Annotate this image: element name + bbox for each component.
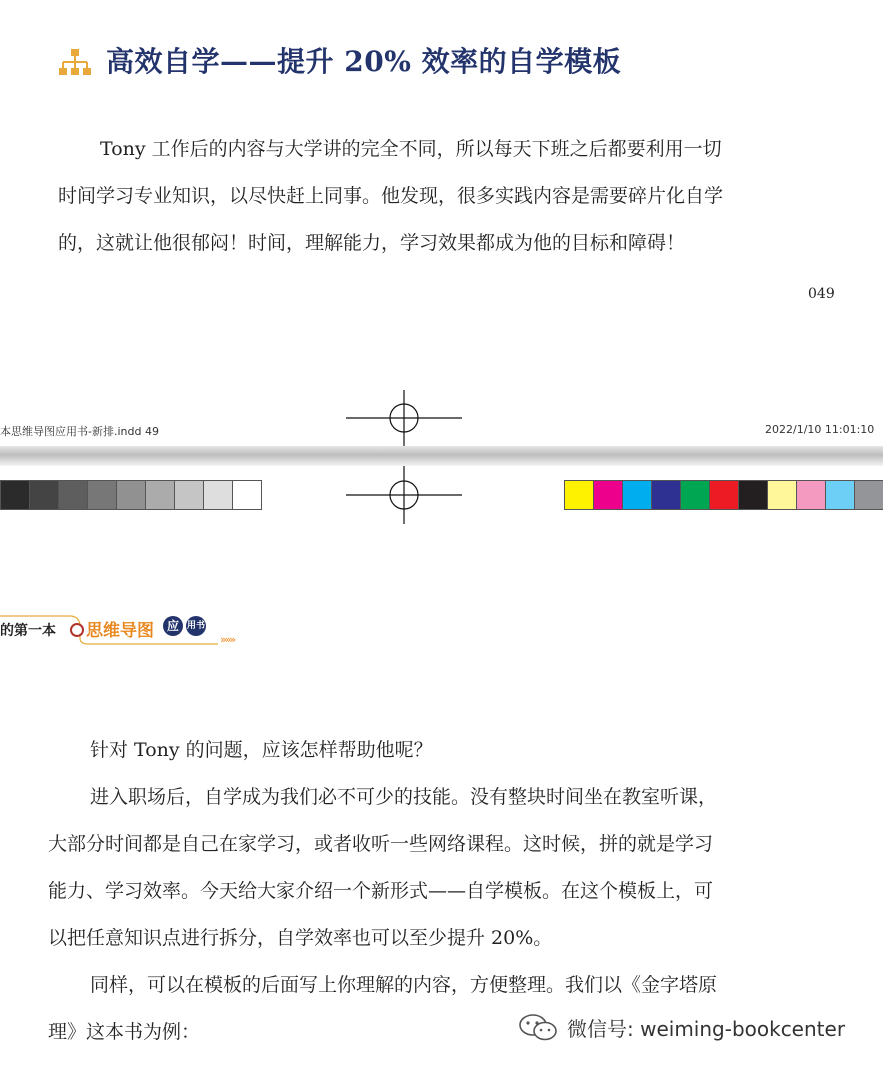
header-badge: 用书 (186, 616, 206, 636)
registration-mark-bottom (346, 466, 462, 524)
color-swatch (88, 480, 117, 510)
color-swatch (175, 480, 204, 510)
color-swatch (623, 480, 652, 510)
color-swatch (826, 480, 855, 510)
color-swatch (594, 480, 623, 510)
paragraph-line: 时间学习专业知识，以尽快赶上同事。他发现，很多实践内容是需要碎片化自学 (58, 185, 724, 207)
color-swatch (30, 480, 59, 510)
page-number: 049 (808, 286, 835, 302)
header-brand: 思维导图 (86, 621, 154, 641)
watermark-text: 微信号: weiming-bookcenter (567, 1016, 846, 1041)
page-gutter (0, 446, 883, 466)
paragraph-line: 以把任意知识点进行拆分，自学效率也可以至少提升 20%。 (48, 927, 553, 949)
color-swatch (768, 480, 797, 510)
paragraph-line: Tony 工作后的内容与大学讲的完全不同，所以每天下班之后都要利用一切 (100, 138, 722, 160)
registration-mark-top (346, 390, 462, 446)
print-slug-timestamp: 2022/1/10 11:01:10 (765, 423, 875, 436)
color-swatch (146, 480, 175, 510)
page-title: 高效自学——提升 20% 效率的自学模板 (106, 45, 622, 78)
paragraph-line: 能力、学习效率。今天给大家介绍一个新形式——自学模板。在这个模板上，可 (48, 880, 714, 902)
process-color-bar (564, 480, 883, 510)
wechat-icon (517, 1012, 559, 1042)
color-swatch (855, 480, 883, 510)
color-swatch (739, 480, 768, 510)
color-swatch (797, 480, 826, 510)
color-swatch (233, 480, 262, 510)
paragraph-line: 的，这就让他很郁闷！时间，理解能力，学习效果都成为他的目标和障碍！ (58, 232, 686, 254)
paragraph-line: 大部分时间都是自己在家学习，或者收听一些网络课程。这时候，拼的就是学习 (48, 833, 714, 855)
gray-color-bar (0, 480, 262, 510)
color-swatch (117, 480, 146, 510)
color-swatch (710, 480, 739, 510)
header-badge: 应 (163, 616, 183, 636)
watermark (517, 1011, 845, 1043)
question-line: 针对 Tony 的问题，应该怎样帮助他呢？ (90, 739, 433, 761)
header-prefix: 的第一本 (0, 623, 56, 639)
color-swatch (564, 480, 594, 510)
paragraph-line: 同样，可以在模板的后面写上你理解的内容，方便整理。我们以《金字塔原 (90, 974, 718, 996)
color-swatch (59, 480, 88, 510)
header-ring-icon (70, 623, 84, 637)
paragraph-line: 理》这本书为例： (48, 1021, 201, 1043)
color-swatch (0, 480, 30, 510)
body-text (48, 727, 808, 1056)
paragraph-1 (58, 126, 798, 267)
chevrons-icon: »»» (220, 633, 235, 646)
color-swatch (204, 480, 233, 510)
hierarchy-icon (58, 48, 92, 78)
paragraph-line: 进入职场后，自学成为我们必不可少的技能。没有整块时间坐在教室听课， (90, 786, 718, 808)
color-swatch (681, 480, 710, 510)
color-swatch (652, 480, 681, 510)
print-slug-filename: 本思维导图应用书-新排.indd 49 (0, 425, 159, 438)
